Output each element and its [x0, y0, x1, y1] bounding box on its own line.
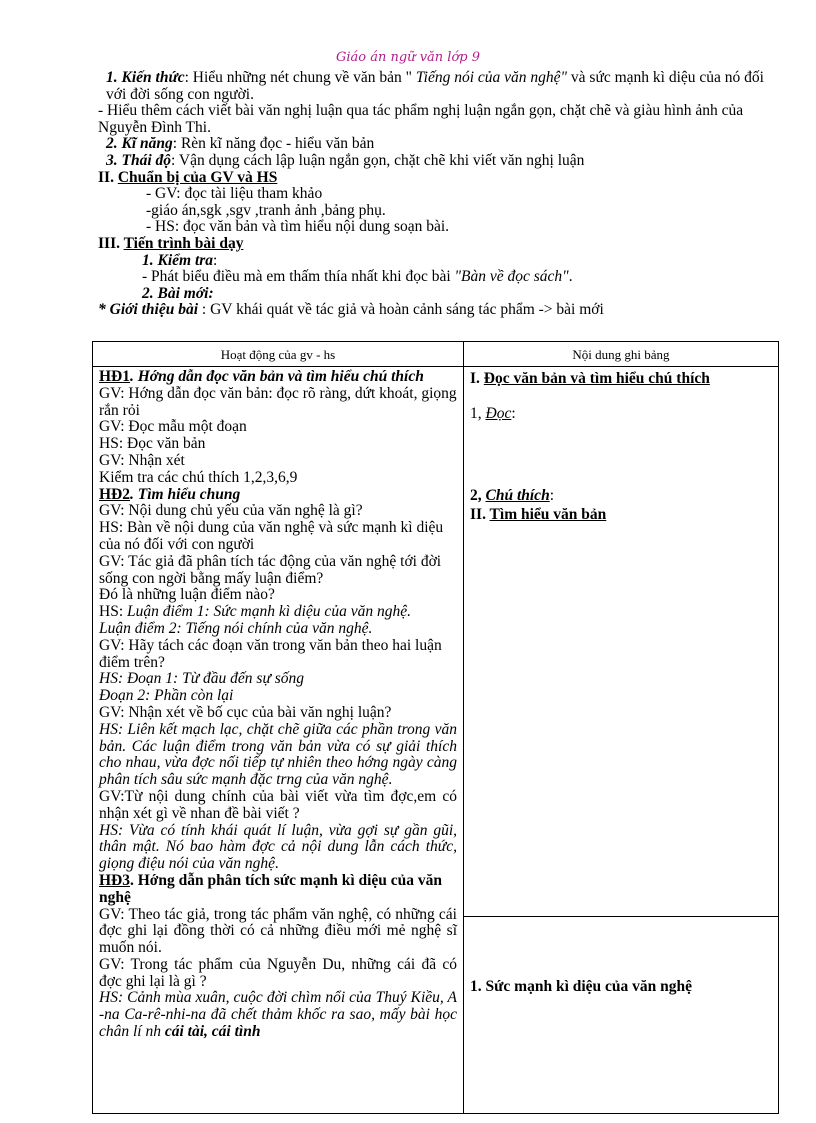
- activity-line: Đoạn 2: Phần còn lại: [99, 687, 234, 705]
- activity-line: GV: Hãy tách các đoạn văn trong văn bản theo hai luận điểm trên?: [99, 636, 442, 671]
- notes-heading-2: II. Tìm hiểu văn bản: [470, 506, 607, 523]
- column-header-notes: Nội dung ghi bảng: [464, 342, 779, 367]
- activity-line: GV: Theo tác giả, trong tác phẩm văn nghệ, có những cái đợc ghi lại đồng thời có cả những điều mới mẻ nghệ sĩ muốn nói.: [99, 905, 457, 957]
- activity-line: Kiểm tra các chú thích 1,2,3,6,9: [99, 468, 298, 486]
- activity-line: HS: Đọc văn bản: [99, 435, 206, 453]
- notes-heading-1: I. Đọc văn bản và tìm hiểu chú thích: [470, 370, 710, 387]
- activity-line: HS: Bàn về nội dung của văn nghệ và sức mạnh kì diệu của nó đối với con người: [99, 519, 444, 553]
- activity-heading-3: HĐ3. Hớng dẫn phân tích sức mạnh kì diệu của văn nghệ: [99, 871, 443, 906]
- lesson-objectives: [98, 70, 770, 319]
- activity-line: HS: Liên kết mạch lạc, chặt chẽ giữa các phần trong văn bản. Các luận điểm trong văn bản vừa có sự giải thích cho nhau, vừa đợc nối tiếp tự nhiên theo hớng ngày càng phân tích sâu sức mạnh đặc trng của văn nghệ.: [99, 720, 457, 789]
- skill-objective: 2. Kĩ năng: Rèn kĩ năng đọc - hiểu văn bản: [106, 135, 375, 153]
- notes-power-of-art: 1. Sức mạnh kì diệu của văn nghệ: [470, 978, 693, 995]
- activity-line: GV: Trong tác phẩm của Nguyễn Du, những cái đã có đợc ghi lại là gì ?: [99, 955, 457, 990]
- activity-heading-2: HĐ2. Tìm hiểu chung: [99, 485, 241, 503]
- activity-heading-1: HĐ1. Hớng dẫn đọc văn bản và tìm hiểu chú thích: [99, 368, 424, 385]
- activity-line: GV: Nội dung chủ yếu của văn nghệ là gì?: [99, 502, 363, 520]
- attitude-objective: 3. Thái độ: Vận dụng cách lập luận ngắn gọn, chặt chẽ khi viết văn nghị luận: [106, 151, 585, 169]
- activity-line: HS: Cảnh mùa xuân, cuộc đời chìm nổi của Thuý Kiều, A -na Ca-rê-nhi-na đã chết thảm khốc ra sao, mấy bài học chân lí nh cái tài, cái tình: [99, 989, 457, 1041]
- activity-line: GV: Nhận xét: [99, 451, 185, 469]
- notes-cell: [464, 367, 779, 1114]
- notes-annotations: 2, Chú thích:: [470, 487, 554, 504]
- activity-line: Đó là những luận điểm nào?: [99, 586, 275, 604]
- activity-line: HS: Đoạn 1: Từ đầu đến sự sống: [99, 670, 305, 688]
- page-header-title: Giáo án ngữ văn lớp 9: [335, 50, 480, 65]
- activity-line: HS: Luận điểm 1: Sức mạnh kì diệu của văn nghệ.: [99, 603, 411, 621]
- prep-item: -giáo án,sgk ,sgv ,tranh ảnh ,bảng phụ.: [146, 201, 386, 219]
- section-procedure-heading: III. Tiến trình bài dạy: [98, 234, 244, 252]
- notes-divider: [464, 916, 778, 917]
- new-lesson-heading: 2. Bài mới:: [142, 284, 214, 302]
- knowledge-objective-2: - Hiểu thêm cách viết bài văn nghị luận qua tác phẩm nghị luận ngắn gọn, chặt chẽ và giàu hình ảnh của Nguyễn Đình Thi.: [98, 102, 744, 136]
- activity-line: GV: Nhận xét về bố cục của bài văn nghị luận?: [99, 703, 392, 721]
- prep-item: - HS: đọc văn bản và tìm hiểu nội dung soạn bài.: [146, 218, 450, 236]
- lesson-table: [92, 341, 779, 1114]
- activity-line: GV: Đọc mẫu một đoạn: [99, 418, 247, 436]
- activity-line: GV: Tác giả đã phân tích tác động của văn nghệ tới đời sống con ngời bằng mấy luận điểm?: [99, 552, 442, 587]
- column-header-activities: Hoạt động của gv - hs: [93, 342, 464, 367]
- notes-reading: 1, Đọc:: [470, 405, 516, 422]
- lesson-introduction: * Giới thiệu bài : GV khái quát về tác giả và hoàn cảnh sáng tác phẩm -> bài mới: [98, 301, 604, 319]
- prep-item: - GV: đọc tài liệu tham khảo: [146, 185, 323, 203]
- section-preparation-heading: II. Chuẩn bị của GV và HS: [98, 168, 278, 186]
- activity-line: GV: Hớng dẫn đọc văn bản: đọc rõ ràng, dứt khoát, giọng rắn rỏi: [99, 384, 457, 419]
- activities-cell: [93, 367, 464, 1114]
- activity-line: GV:Từ nội dung chính của bài viết vừa tìm đợc,em có nhận xét gì về nhan đề bài viết ?: [99, 787, 457, 822]
- activity-line: Luận điểm 2: Tiếng nói chính của văn nghệ.: [99, 619, 373, 637]
- check-question: - Phát biểu điều mà em thấm thía nhất khi đọc bài "Bàn về đọc sách".: [142, 268, 573, 286]
- check-heading: 1. Kiểm tra:: [142, 251, 218, 269]
- activity-line: HS: Vừa có tính khái quát lí luận, vừa gợi sự gần gũi, thân mật. Nó bao hàm đợc cả nội dung lẫn cách thức, giọng điệu nói của văn nghệ.: [99, 821, 457, 873]
- knowledge-objective: 1. Kiến thức: Hiểu những nét chung về văn bản " Tiếng nói của văn nghệ" và sức mạnh kì diệu của nó đối với đời sống con người.: [106, 69, 764, 103]
